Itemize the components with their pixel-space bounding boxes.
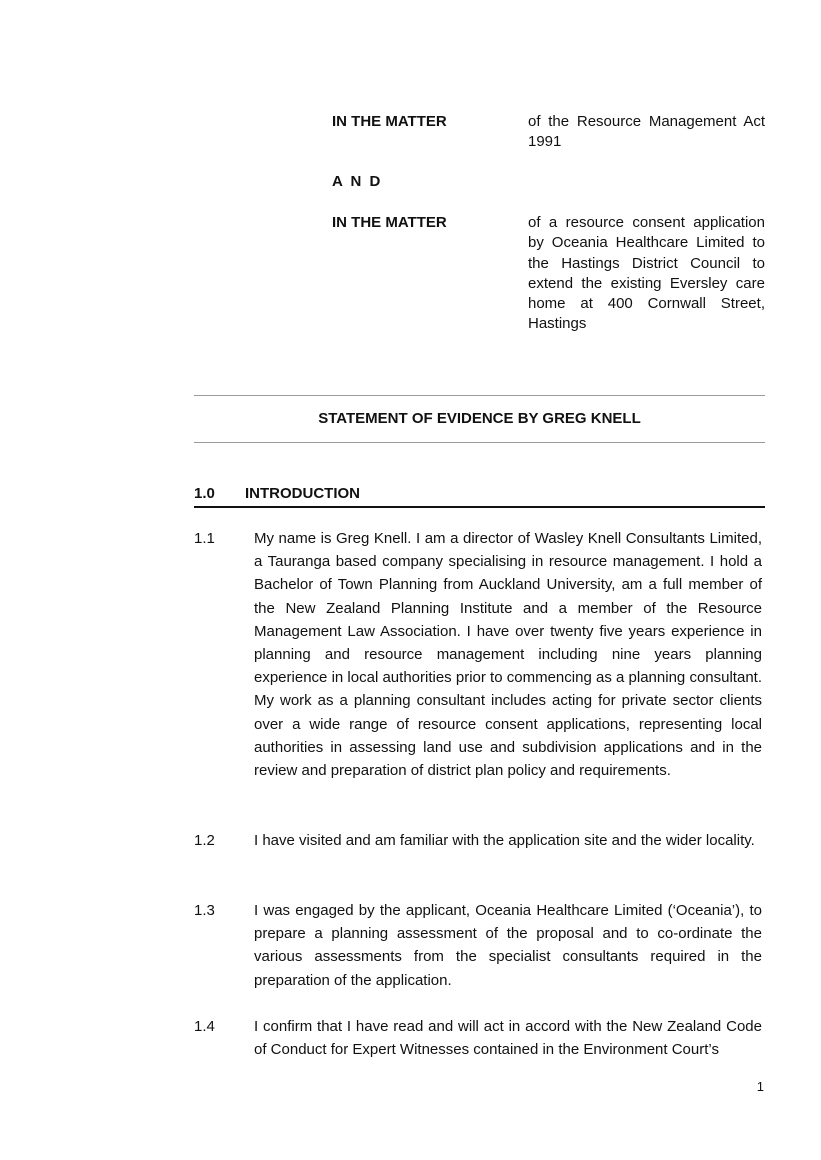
paragraph-1-1 — [194, 527, 765, 782]
section-title: INTRODUCTION — [245, 485, 360, 502]
and-label: A N D — [332, 173, 383, 190]
matter-label-2: IN THE MATTER — [332, 214, 447, 231]
paragraph-text: I have visited and am familiar with the application site and the wider locality. — [254, 832, 755, 849]
matter-block-1 — [332, 112, 765, 153]
matter-label-1: IN THE MATTER — [332, 113, 447, 130]
paragraph-1-2 — [194, 829, 765, 852]
matter-block-2 — [332, 213, 765, 335]
page-number: 1 — [756, 1079, 764, 1094]
paragraph-number: 1.2 — [194, 832, 215, 849]
matter-text-2: of a resource consent application by Oceania Healthcare Limited to the Hastings District Council to extend the existing Eversley care home at 400 Cornwall Street, Hastings — [528, 214, 765, 333]
paragraph-text: I was engaged by the applicant, Oceania Healthcare Limited (‘Oceania’), to prepare a planning assessment of the proposal and to co-ordinate the various assessments from the specialist consultants required in the preparation of the application. — [254, 902, 762, 989]
paragraph-1-3 — [194, 899, 765, 992]
section-number: 1.0 — [194, 485, 215, 502]
title-top-rule — [194, 395, 765, 396]
paragraph-text: My name is Greg Knell. I am a director of Wasley Knell Consultants Limited, a Tauranga based company specialising in resource management. I hold a Bachelor of Town Planning from Auckland University, am a full member of the New Zealand Planning Institute and a member of the Resource Management Law Association. I have over twenty five years experience in planning and resource management including nine years planning experience in local authorities prior to commencing as a planning consultant. My work as a planning consultant includes acting for private sector clients over a wide range of resource consent applications, representing local authorities in assessing land use and subdivision applications and in the review and preparation of district plan policy and requirements. — [254, 530, 762, 780]
document-title: STATEMENT OF EVIDENCE BY GREG KNELL — [318, 410, 641, 427]
section-heading — [194, 484, 765, 508]
paragraph-number: 1.4 — [194, 1018, 215, 1035]
title-bottom-rule — [194, 442, 765, 443]
paragraph-number: 1.3 — [194, 902, 215, 919]
matter-text-1: of the Resource Management Act 1991 — [528, 113, 765, 151]
paragraph-number: 1.1 — [194, 530, 215, 547]
paragraph-text: I confirm that I have read and will act in accord with the New Zealand Code of Conduct for Expert Witnesses contained in the Environment Court’s — [254, 1018, 762, 1059]
paragraph-1-4 — [194, 1015, 765, 1061]
